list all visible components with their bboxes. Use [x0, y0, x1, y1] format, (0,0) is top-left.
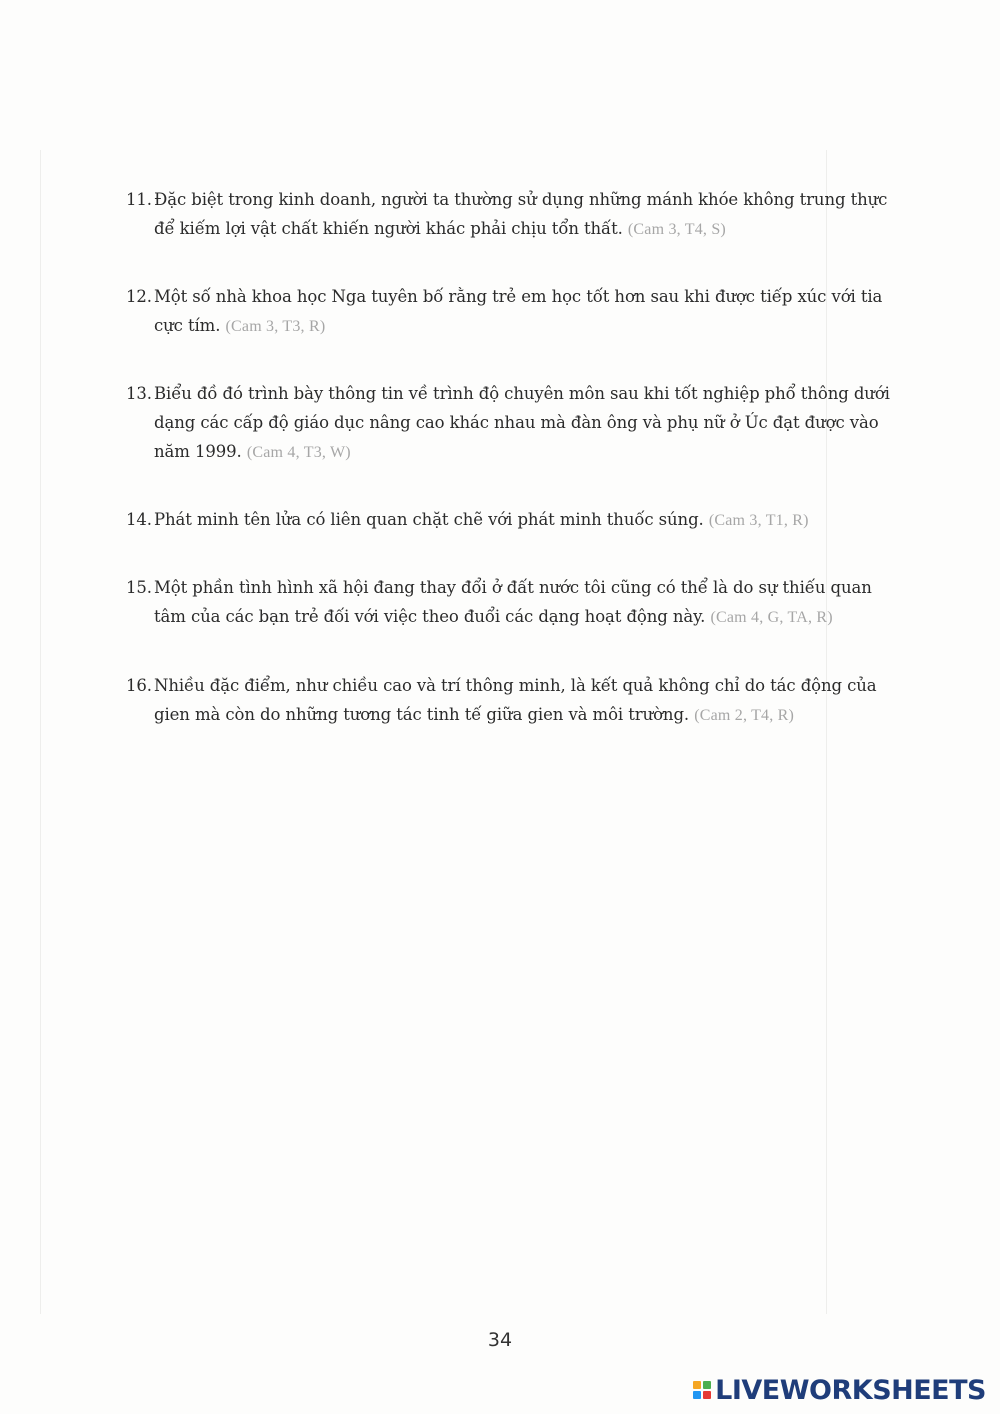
page-number: 34 [487, 1329, 513, 1351]
logo-square [693, 1391, 701, 1399]
exercise-item-15 [126, 573, 896, 632]
exercise-item-12 [126, 282, 896, 341]
item-number: 16. [126, 676, 152, 695]
logo-square [703, 1381, 711, 1389]
item-number: 11. [126, 190, 152, 209]
item-text: Biểu đồ đó trình bày thông tin về trình độ chuyên môn sau khi tốt nghiệp phổ thông dưới dạng các cấp độ giáo dục nâng cao khác nhau mà đàn ông và phụ nữ ở Úc đạt được vào năm 1999. [154, 384, 890, 461]
liveworksheets-brand [693, 1374, 986, 1406]
item-source: (Cam 4, T3, W) [246, 444, 351, 461]
exercise-item-16 [126, 671, 896, 730]
item-text: Nhiều đặc điểm, như chiều cao và trí thông minh, là kết quả không chỉ do tác động của gien mà còn do những tương tác tinh tế giữa gien và môi trường. [154, 676, 877, 724]
item-source: (Cam 3, T4, S) [627, 221, 726, 238]
logo-square [703, 1391, 711, 1399]
brand-name: LIVEWORKSHEETS [715, 1374, 986, 1406]
item-source: (Cam 3, T1, R) [708, 512, 809, 529]
logo-square [693, 1381, 701, 1389]
item-number: 15. [126, 578, 152, 597]
item-text: Một số nhà khoa học Nga tuyên bố rằng trẻ em học tốt hơn sau khi được tiếp xúc với tia cực tím. [154, 287, 883, 335]
item-text: Đặc biệt trong kinh doanh, người ta thường sử dụng những mánh khóe không trung thực để kiếm lợi vật chất khiến người khác phải chịu tổn thất. [154, 190, 888, 238]
liveworksheets-logo-icon [693, 1381, 711, 1399]
item-source: (Cam 4, G, TA, R) [710, 609, 833, 626]
item-number: 14. [126, 510, 152, 529]
item-source: (Cam 2, T4, R) [694, 707, 795, 724]
item-number: 12. [126, 287, 152, 306]
exercise-item-11 [126, 185, 896, 244]
item-text: Một phần tình hình xã hội đang thay đổi ở đất nước tôi cũng có thể là do sự thiếu quan tâm của các bạn trẻ đối với việc theo đuổi các dạng hoạt động này. [154, 578, 872, 626]
item-number: 13. [126, 384, 152, 403]
exercise-item-13 [126, 379, 896, 467]
exercise-item-14 [126, 505, 896, 535]
item-source: (Cam 3, T3, R) [225, 318, 326, 335]
scan-edge-left [40, 150, 41, 1314]
item-text: Phát minh tên lửa có liên quan chặt chẽ với phát minh thuốc súng. [154, 510, 704, 529]
